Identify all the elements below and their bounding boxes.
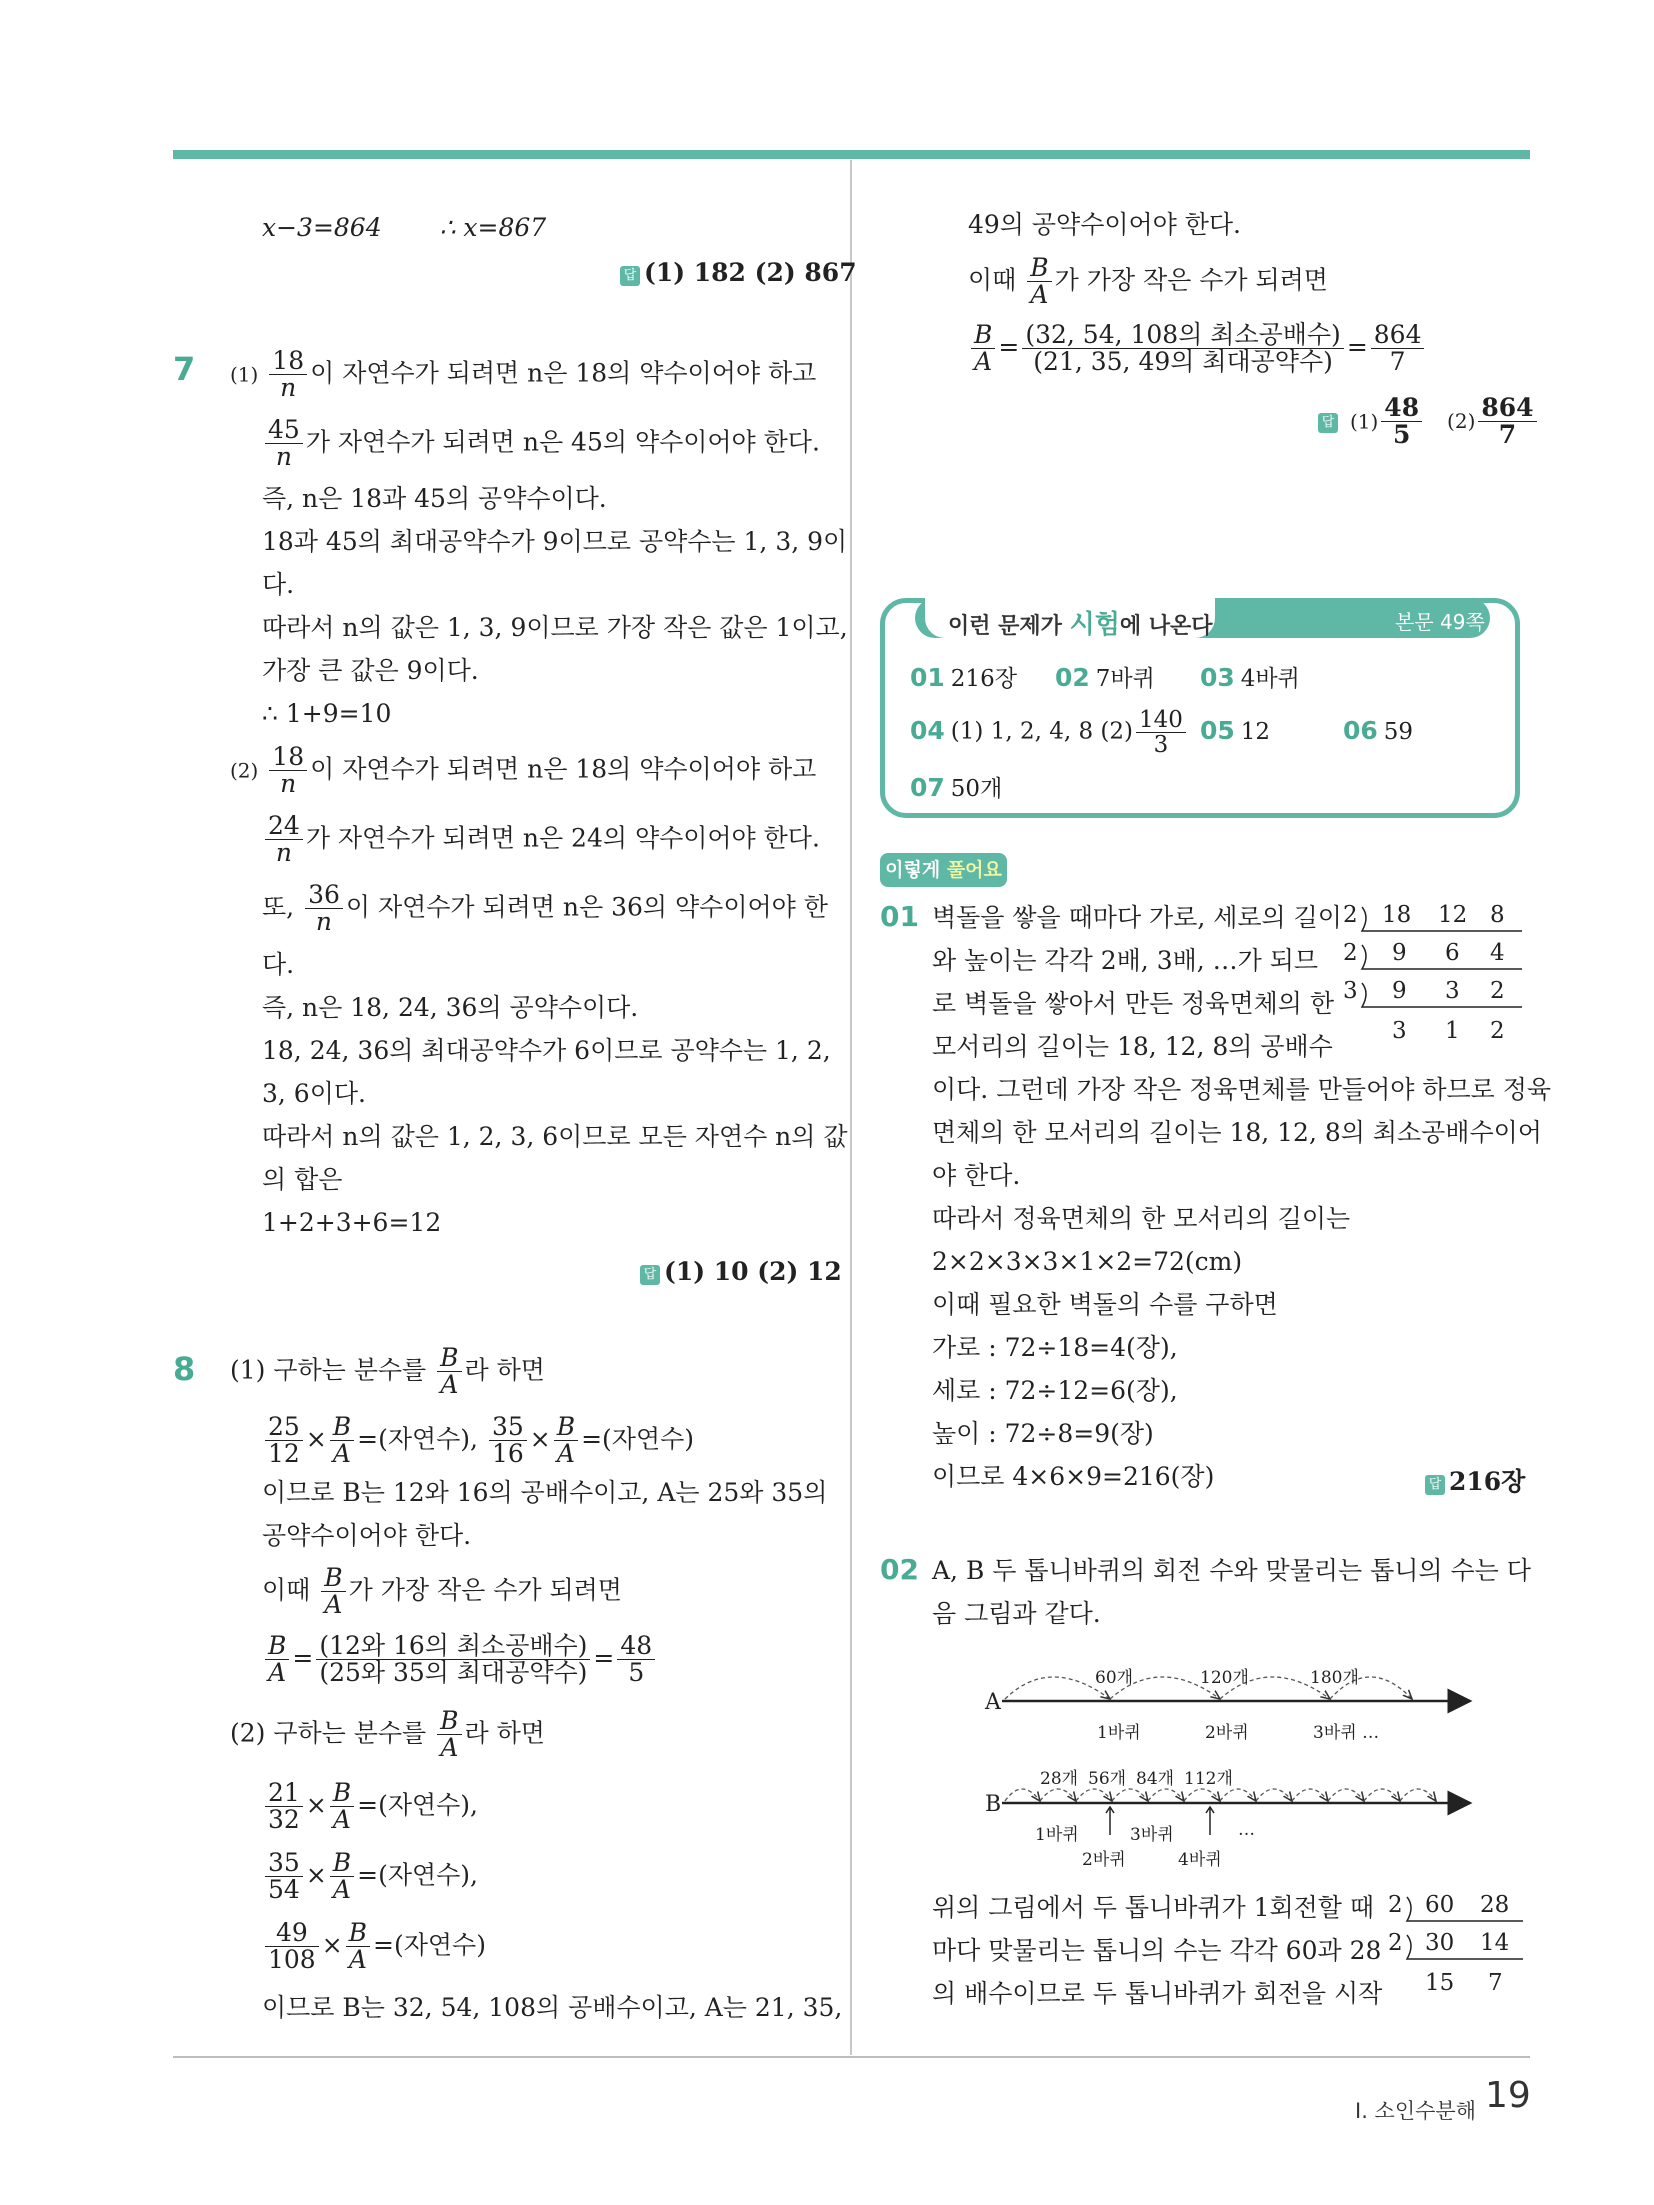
ladder-cell: 4: [1490, 940, 1505, 966]
chapter-label: Ⅰ. 소인수분해: [1355, 2099, 1476, 2123]
solution-line: 세로 : 72÷12=6(장),: [932, 1376, 1178, 1405]
tooth-count: 56개: [1088, 1769, 1127, 1789]
fraction: $\frac{35}{16}$: [489, 1414, 527, 1468]
solution-line: 모서리의 길이는 18, 12, 8의 공배수: [932, 1032, 1333, 1061]
ladder-cell: 9: [1392, 978, 1407, 1004]
ladder-cell: 3: [1392, 1018, 1407, 1044]
solution-line: 이때 $\frac{B}{A}$ 가 가장 작은 수가 되려면: [968, 253, 1328, 310]
solution-line: $\frac{B}{A}$ = $\frac{\text{(32, 54, 108의 최소공배수)}}{\text{(21, 35, 49의 최대공약수)}}$ = $\frac{864}{7}$: [968, 322, 1427, 376]
column-divider: [850, 160, 852, 2055]
solution-line: 3, 6이다.: [262, 1079, 366, 1108]
solution-line: 의 합은: [262, 1165, 343, 1194]
fraction: $\frac{B}{A}$: [330, 1780, 354, 1834]
fraction: $\frac{B}{A}$: [437, 1708, 461, 1762]
tooth-count: 28개: [1040, 1769, 1079, 1789]
solution-line: 이므로 B는 12와 16의 공배수이고, A는 25와 35의: [262, 1478, 828, 1507]
solution-line: 면체의 한 모서리의 길이는 18, 12, 8의 최소공배수이어: [932, 1118, 1542, 1147]
fraction: $\frac{49}{108}$: [265, 1920, 319, 1974]
fraction: $\frac{B}{A}$: [321, 1565, 345, 1619]
solution-line: 가로 : 72÷18=4(장),: [932, 1333, 1178, 1362]
divisor: 2: [1388, 1892, 1403, 1918]
footer-rule: [173, 2056, 1530, 2058]
answer-item: 05 12: [1200, 716, 1271, 745]
solution-line: 따라서 n의 값은 1, 2, 3, 6이므로 모든 자연수 n의 값: [262, 1122, 848, 1151]
answer-line: 답 (1) $\frac{48}{5}$ (2) $\frac{864}{7}$: [1318, 395, 1540, 449]
solution-line: 즉, n은 18, 24, 36의 공약수이다.: [262, 993, 639, 1022]
solution-line: $\frac{49}{108}$ × $\frac{B}{A}$ =(자연수): [262, 1920, 486, 1974]
turn-label: 4바퀴: [1178, 1850, 1222, 1870]
solution-line: 마다 맞물리는 톱니의 수는 각각 60과 28: [932, 1936, 1382, 1965]
answer-item: 02 7바퀴: [1055, 663, 1155, 692]
fraction: $\frac{B}{A}$: [554, 1414, 578, 1468]
fraction: $\frac{36}{n}$: [305, 882, 343, 936]
answer-icon: 답: [1425, 1475, 1445, 1495]
ladder-cell: 28: [1480, 1892, 1510, 1918]
turn-label: 1바퀴: [1035, 1825, 1079, 1845]
ladder-cell: 14: [1480, 1930, 1510, 1956]
solution-line: $\frac{25}{12}$ × $\frac{B}{A}$ =(자연수), $\frac{35}{16}$ × $\frac{B}{A}$ =(자연수): [262, 1414, 694, 1468]
answer-item: 03 4바퀴: [1200, 663, 1300, 692]
fraction: $\frac{B}{A}$: [971, 322, 995, 376]
solution-line: (1) 구하는 분수를 $\frac{B}{A}$ 라 하면: [230, 1343, 545, 1400]
top-accent-bar: [173, 150, 1530, 159]
solution-line: 벽돌을 쌓을 때마다 가로, 세로의 길이: [932, 903, 1342, 932]
gear-label: B: [985, 1792, 1002, 1817]
tooth-count: 84개: [1136, 1769, 1175, 1789]
solution-line: 이다. 그런데 가장 작은 정육면체를 만들어야 하므로 정육: [932, 1075, 1552, 1104]
solution-line: (1) $\frac{18}{n}$ 이 자연수가 되려면 n은 18의 약수이어야 하고: [230, 346, 817, 403]
solution-line: $\frac{45}{n}$ 가 자연수가 되려면 n은 45의 약수이어야 한다.: [262, 417, 820, 471]
exam-box-title: 이런 문제가 시험에 나온다: [948, 610, 1213, 640]
solution-line: (2) $\frac{18}{n}$ 이 자연수가 되려면 n은 18의 약수이어야 하고: [230, 742, 817, 799]
ladder-cell: 12: [1438, 902, 1468, 928]
fraction: $\frac{48}{5}$: [1381, 395, 1422, 449]
gear-label: A: [985, 1690, 1001, 1715]
ladder-cell: 2: [1490, 978, 1505, 1004]
solution-line: 가장 큰 값은 9이다.: [262, 656, 479, 685]
turn-label: 1바퀴: [1097, 1723, 1141, 1743]
fraction: $\frac{B}{A}$: [346, 1920, 370, 1974]
fraction: $\frac{45}{n}$: [265, 417, 303, 471]
solution-line: 18과 45의 최대공약수가 9이므로 공약수는 1, 3, 9이: [262, 527, 848, 556]
tooth-count: 60개: [1095, 1668, 1134, 1688]
solution-line: 49의 공약수이어야 한다.: [968, 210, 1242, 239]
divisor: 2: [1343, 940, 1358, 966]
solution-line: $\frac{B}{A}$ = $\frac{\text{(12와 16의 최소공배수)}}{\text{(25와 35의 최대공약수)}}$ = $\frac{48}{5}$: [262, 1633, 658, 1687]
exam-box-ref: 본문 49쪽: [1395, 610, 1485, 634]
fraction: $\frac{864}{7}$: [1371, 322, 1425, 376]
ladder-cell: 6: [1445, 940, 1460, 966]
ladder-cell: 1: [1445, 1018, 1460, 1044]
solution-line: 따라서 n의 값은 1, 3, 9이므로 가장 작은 값은 1이고,: [262, 613, 848, 642]
ladder-cell: 8: [1490, 902, 1505, 928]
solution-line: 18, 24, 36의 최대공약수가 6이므로 공약수는 1, 2,: [262, 1036, 831, 1065]
answer-item: 01 216장: [910, 663, 1017, 692]
problem-number: 7: [173, 350, 196, 388]
divisor: 2: [1388, 1930, 1403, 1956]
solution-line: $\frac{21}{32}$ × $\frac{B}{A}$ =(자연수),: [262, 1780, 478, 1834]
problem-number: 8: [173, 1350, 196, 1388]
solution-line: (2) 구하는 분수를 $\frac{B}{A}$ 라 하면: [230, 1706, 545, 1763]
solution-line: 또, $\frac{36}{n}$ 이 자연수가 되려면 n은 36의 약수이어야 한: [262, 880, 828, 937]
ladder-cell: 7: [1488, 1970, 1503, 1996]
solution-line: 위의 그림에서 두 톱니바퀴가 1회전할 때: [932, 1893, 1375, 1922]
solution-line: 즉, n은 18과 45의 공약수이다.: [262, 484, 607, 513]
solution-number: 01: [880, 900, 919, 933]
answer-icon: 답: [640, 1265, 660, 1285]
turn-label: 3바퀴 …: [1313, 1723, 1380, 1743]
ladder-cell: 2: [1490, 1018, 1505, 1044]
ladder-cell: 15: [1425, 1970, 1455, 1996]
solution-line: 이때 $\frac{B}{A}$ 가 가장 작은 수가 되려면: [262, 1563, 622, 1620]
fraction: $\frac{B}{A}$: [437, 1345, 461, 1399]
solution-line: $\frac{24}{n}$ 가 자연수가 되려면 n은 24의 약수이어야 한다.: [262, 813, 820, 867]
solution-line: 와 높이는 각각 2배, 3배, …가 되므: [932, 946, 1319, 975]
answer-icon: 답: [1318, 413, 1338, 433]
ladder-cell: 18: [1382, 902, 1412, 928]
solution-line: 따라서 정육면체의 한 모서리의 길이는: [932, 1204, 1351, 1233]
solution-line: 야 한다.: [932, 1161, 1021, 1190]
solution-line: 2×2×3×3×1×2=72(cm): [932, 1247, 1243, 1276]
turn-label: 2바퀴: [1082, 1850, 1126, 1870]
solution-line: $\frac{35}{54}$ × $\frac{B}{A}$ =(자연수),: [262, 1850, 478, 1904]
tooth-count: 120개: [1200, 1668, 1249, 1688]
fraction: $\frac{21}{32}$: [265, 1780, 303, 1834]
solution-line: 이므로 4×6×9=216(장): [932, 1462, 1215, 1491]
answer-line: 답 (1) 10 (2) 12: [640, 1257, 842, 1286]
fraction: $\frac{\text{(12와 16의 최소공배수)}}{\text{(25와 35의 최대공약수)}}$: [316, 1633, 590, 1687]
tooth-count: 180개: [1310, 1668, 1359, 1688]
answer-item: 04 (1) 1, 2, 4, 8 (2) $\frac{140}{3}$: [910, 708, 1189, 757]
fraction: $\frac{B}{A}$: [1027, 255, 1051, 309]
fraction: $\frac{18}{n}$: [269, 348, 307, 402]
ladder-cell: 3: [1445, 978, 1460, 1004]
answer-line: 답 (1) 182 (2) 867: [620, 258, 857, 287]
solution-line: 의 배수이므로 두 톱니바퀴가 회전을 시작: [932, 1979, 1383, 2008]
turn-label: …: [1238, 1820, 1255, 1840]
equation-line: x−3=864 ∴ x=867: [262, 213, 547, 242]
fraction: $\frac{25}{12}$: [265, 1414, 303, 1468]
ladder-cell: 60: [1425, 1892, 1455, 1918]
fraction: $\frac{24}{n}$: [265, 813, 303, 867]
ladder-cell: 30: [1425, 1930, 1455, 1956]
ladder-cell: 9: [1392, 940, 1407, 966]
answer-icon: 답: [620, 266, 640, 286]
fraction: $\frac{B}{A}$: [330, 1850, 354, 1904]
fraction: $\frac{48}{5}$: [617, 1633, 655, 1687]
solution-line: 이므로 B는 32, 54, 108의 공배수이고, A는 21, 35,: [262, 1993, 843, 2022]
fraction: $\frac{B}{A}$: [330, 1414, 354, 1468]
solution-line: 로 벽돌을 쌓아서 만든 정육면체의 한: [932, 989, 1334, 1018]
turn-label: 2바퀴: [1205, 1723, 1249, 1743]
fraction: $\frac{864}{7}$: [1478, 395, 1536, 449]
solution-line: 공약수이어야 한다.: [262, 1521, 472, 1550]
solution-line: 음 그림과 같다.: [932, 1599, 1101, 1628]
turn-label: 3바퀴: [1130, 1825, 1174, 1845]
solution-line: 다.: [262, 570, 295, 599]
tooth-count: 112개: [1184, 1769, 1233, 1789]
page-number: 19: [1485, 2075, 1531, 2116]
solution-line: 높이 : 72÷8=9(장): [932, 1419, 1154, 1448]
solution-line: A, B 두 톱니바퀴의 회전 수와 맞물리는 톱니의 수는 다: [932, 1556, 1531, 1585]
solution-number: 02: [880, 1553, 919, 1586]
solution-line: 1+2+3+6=12: [262, 1208, 442, 1237]
divisor: 2: [1343, 902, 1358, 928]
answer-item: 06 59: [1343, 716, 1414, 745]
answer-line: 답 216장: [1425, 1462, 1525, 1498]
fraction: $\frac{140}{3}$: [1136, 708, 1186, 757]
solution-tag: 이렇게 풀어요: [880, 853, 1007, 887]
answer-item: 07 50개: [910, 773, 1003, 802]
fraction: $\frac{18}{n}$: [269, 744, 307, 798]
fraction: $\frac{\text{(32, 54, 108의 최소공배수)}}{\text{(21, 35, 49의 최대공약수)}}$: [1022, 322, 1343, 376]
divisor: 3: [1343, 978, 1358, 1004]
fraction: $\frac{B}{A}$: [265, 1633, 289, 1687]
solution-line: ∴ 1+9=10: [262, 699, 392, 728]
solution-line: 이때 필요한 벽돌의 수를 구하면: [932, 1290, 1278, 1319]
solution-line: 다.: [262, 950, 295, 979]
fraction: $\frac{35}{54}$: [265, 1850, 303, 1904]
